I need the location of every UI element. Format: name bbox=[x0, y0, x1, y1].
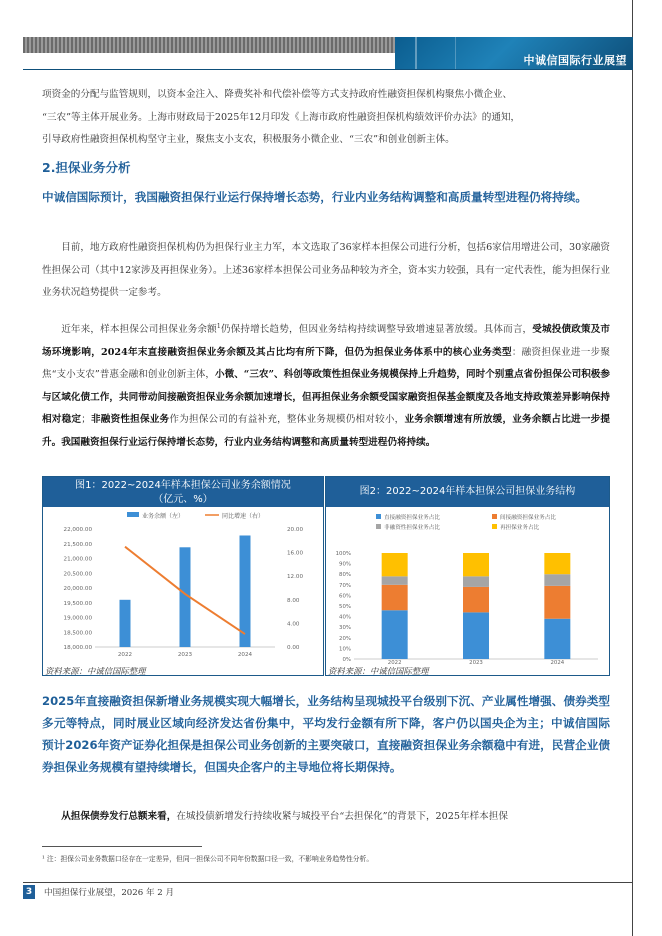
paragraph-top-line-1: 项资金的分配与监管规则，以资本金注入、降费奖补和代偿补偿等方式支持政府性融资担保机构聚焦小微企业、 bbox=[42, 89, 513, 100]
y-tick-label: 70% bbox=[339, 582, 351, 589]
bar-segment-2024-3 bbox=[544, 553, 570, 574]
legend-label-1: 间接融资担保业务占比 bbox=[500, 515, 556, 521]
legend-label-0: 直接融资担保业务占比 bbox=[384, 515, 440, 521]
bar-segment-2022-1 bbox=[382, 585, 408, 610]
footnote-rule bbox=[42, 846, 202, 847]
figure-2-title: 图2：2022~2024年样本担保公司担保业务结构 bbox=[326, 477, 609, 507]
page-right-rule bbox=[632, 0, 633, 936]
y-tick-label: 90% bbox=[339, 561, 351, 568]
bar-segment-2023-1 bbox=[463, 587, 489, 612]
p3-text-3: ：融资担保业进一步聚焦“支小支农”普惠金融和创业创新主体， bbox=[42, 346, 610, 381]
y-tick-label: 30% bbox=[339, 625, 351, 632]
y-left-tick-label: 21,000.00 bbox=[63, 556, 92, 563]
y-left-tick-label: 18,000.00 bbox=[63, 645, 92, 651]
figure-2-chart bbox=[326, 507, 609, 665]
paragraph-samples: 目前，地方政府性融资担保机构仍为担保行业主力军，本文选取了36家样本担保公司进行分析，包括6家信用增进公司，30家融资性担保公司（其中12家涉及再担保业务）。上述36家样本担保公司业务品种较为齐全，资本实力较强，具有一定代表性，能为担保行业业务状况趋势提供一定参考。 bbox=[42, 242, 610, 298]
x-tick-label: 2023 bbox=[177, 652, 193, 658]
figure-2 bbox=[325, 476, 610, 676]
bar-segment-2023-2 bbox=[463, 576, 489, 587]
bar-segment-2022-0 bbox=[382, 610, 408, 659]
p3-bold-2: 小微、“三农”、科创等政策性担保业务规模保持上升趋势，同时个别重点省份担保公司积极参与区域化债工作，共同带动间接融资担保业务余额加速增长，但再担保业务余额受国家融资担保基金额度及各地支持政策差异影响保持相对稳定 bbox=[42, 369, 610, 426]
y-right-tick-label: 12.00 bbox=[287, 574, 304, 581]
legend-label-2: 非融资性担保业务占比 bbox=[384, 525, 440, 531]
legend-swatch-0 bbox=[376, 514, 381, 519]
y-right-tick-label: 16.00 bbox=[287, 550, 304, 557]
legend-label-growth: 同比增速（右） bbox=[222, 513, 265, 520]
bar-segment-2023-3 bbox=[463, 553, 489, 576]
y-left-tick-label: 19,000.00 bbox=[63, 615, 92, 622]
p3-text-2: 仍保持增长趋势，但因业务结构持续调整导致增速显著放缓。具体而言， bbox=[220, 324, 533, 336]
footnote-ref: 1 bbox=[216, 323, 221, 330]
y-tick-label: 100% bbox=[335, 551, 351, 557]
paragraph-business-structure bbox=[42, 316, 610, 454]
y-left-tick-label: 22,000.00 bbox=[63, 527, 92, 533]
figure-1-source: 资料来源：中诚信国际整理 bbox=[45, 666, 146, 676]
footer-rule bbox=[23, 882, 633, 883]
bar-segment-2022-2 bbox=[382, 576, 408, 584]
paragraph-bond-issuance bbox=[42, 806, 610, 829]
paragraph-top-line-2: “三农”等主体开展业务。上海市财政局于2025年12月印发《上海市政府性融资担保机构绩效评价办法》的通知， bbox=[42, 111, 521, 123]
x-tick-label: 2024 bbox=[237, 652, 253, 658]
lead-paragraph-2: 2025年直接融资担保新增业务规模实现大幅增长，业务结构呈现城投平台级别下沉、产业属性增强、债券类型多元等特点，同时展业区域向经济发达省份集中，平均发行金额有所下降，客户仍以国央企为主；中诚信国际预计2026年资产证券化担保是担保公司业务创新的主要突破口，直接融资担保业务余额稳中有进，民营企业债券担保业务规模有望持续增长，但国央企客户的主导地位将长期保持。 bbox=[42, 694, 610, 774]
p3-text-4: ； bbox=[81, 414, 91, 426]
paragraph-top-line-3: 引导政府性融资担保机构坚守主业，聚焦支小支农，积极服务小微企业、“三农”和创业创新主体。 bbox=[42, 134, 455, 145]
y-left-tick-label: 18,500.00 bbox=[63, 630, 92, 637]
bar-segment-2023-0 bbox=[463, 612, 489, 659]
figure-2-source: 资料来源：中诚信国际整理 bbox=[328, 666, 429, 676]
legend-label-3: 再担保业务占比 bbox=[500, 525, 540, 531]
bar-segment-2022-3 bbox=[382, 553, 408, 576]
y-tick-label: 0% bbox=[342, 657, 351, 663]
p3-bold-4: 业务余额增速有所放缓，业务余额占比进一步提升。 bbox=[42, 414, 611, 448]
y-right-tick-label: 20.00 bbox=[287, 527, 304, 533]
y-tick-label: 40% bbox=[339, 614, 351, 621]
y-left-tick-label: 19,500.00 bbox=[63, 600, 92, 607]
bar-balance-2022 bbox=[120, 600, 131, 647]
legend-swatch-balance bbox=[127, 512, 139, 517]
y-left-tick-label: 20,000.00 bbox=[63, 586, 92, 592]
page-number: 3 bbox=[23, 885, 35, 899]
y-right-tick-label: 8.00 bbox=[287, 597, 300, 604]
footer-text: 中国担保行业展望，2026 年 2 月 bbox=[44, 888, 175, 898]
y-left-tick-label: 20,500.00 bbox=[63, 571, 92, 578]
section-heading: 2.担保业务分析 bbox=[42, 160, 131, 175]
figure-1 bbox=[42, 476, 324, 676]
p3-text-5: 作为担保公司的有益补充，整体业务规模仍相对较小， bbox=[169, 414, 405, 426]
bar-segment-2024-0 bbox=[544, 619, 570, 659]
p4-text: 在城投债新增发行持续收紧与城投平台“去担保化”的背景下，2025年样本担保 bbox=[176, 811, 508, 822]
y-tick-label: 10% bbox=[339, 646, 351, 653]
header-title: 中诚信国际行业展望 bbox=[523, 54, 627, 67]
legend-label-balance: 业务余额（左） bbox=[142, 513, 185, 520]
bar-segment-2024-1 bbox=[544, 586, 570, 619]
header-banner bbox=[395, 37, 633, 69]
p3-bold-3: 非融资性担保业务 bbox=[90, 414, 170, 426]
y-left-tick-label: 21,500.00 bbox=[63, 541, 92, 548]
x-tick-label: 2024 bbox=[550, 660, 565, 665]
figure-1-title bbox=[43, 477, 323, 507]
legend-swatch-3 bbox=[492, 524, 497, 529]
bar-segment-2024-2 bbox=[544, 574, 570, 586]
figure-1-title-line-2: （亿元、%） bbox=[153, 494, 213, 505]
y-tick-label: 50% bbox=[339, 604, 351, 610]
p3-bold-1: 受城投债政策及市场环境影响，2024年末直接融资担保业务余额及其占比均有所下降，但仍为担保业务体系中的核心业务类型 bbox=[42, 324, 611, 358]
x-tick-label: 2022 bbox=[387, 660, 402, 665]
p3-bold-5: 我国融资担保行业运行保持增长态势，行业内业务结构调整和高质量转型进程仍将持续。 bbox=[61, 436, 436, 448]
figure-1-chart bbox=[43, 507, 323, 665]
y-right-tick-label: 4.00 bbox=[287, 621, 300, 628]
x-tick-label: 2022 bbox=[117, 652, 133, 658]
y-tick-label: 20% bbox=[339, 635, 351, 642]
paragraph-top bbox=[42, 84, 610, 152]
y-tick-label: 80% bbox=[339, 572, 351, 579]
legend-swatch-2 bbox=[376, 524, 381, 529]
p3-text-1: 近年来，样本担保公司担保业务余额 bbox=[61, 324, 217, 336]
x-tick-label: 2023 bbox=[469, 660, 483, 665]
header-rule bbox=[23, 69, 633, 70]
y-tick-label: 60% bbox=[339, 593, 351, 600]
p4-bold: 从担保债券发行总额来看， bbox=[61, 811, 177, 822]
y-right-tick-label: 0.00 bbox=[287, 645, 300, 651]
figure-1-title-line-1: 图1：2022~2024年样本担保公司业务余额情况 bbox=[75, 480, 291, 491]
legend-swatch-1 bbox=[492, 514, 497, 519]
footnote: ¹ 注：担保公司业务数据口径存在一定差异，但同一担保公司不同年份数据口径一致，不影响业务趋势性分析。 bbox=[42, 855, 374, 863]
lead-paragraph-1: 中诚信国际预计，我国融资担保行业运行保持增长态势，行业内业务结构调整和高质量转型进程仍将持续。 bbox=[42, 190, 587, 204]
